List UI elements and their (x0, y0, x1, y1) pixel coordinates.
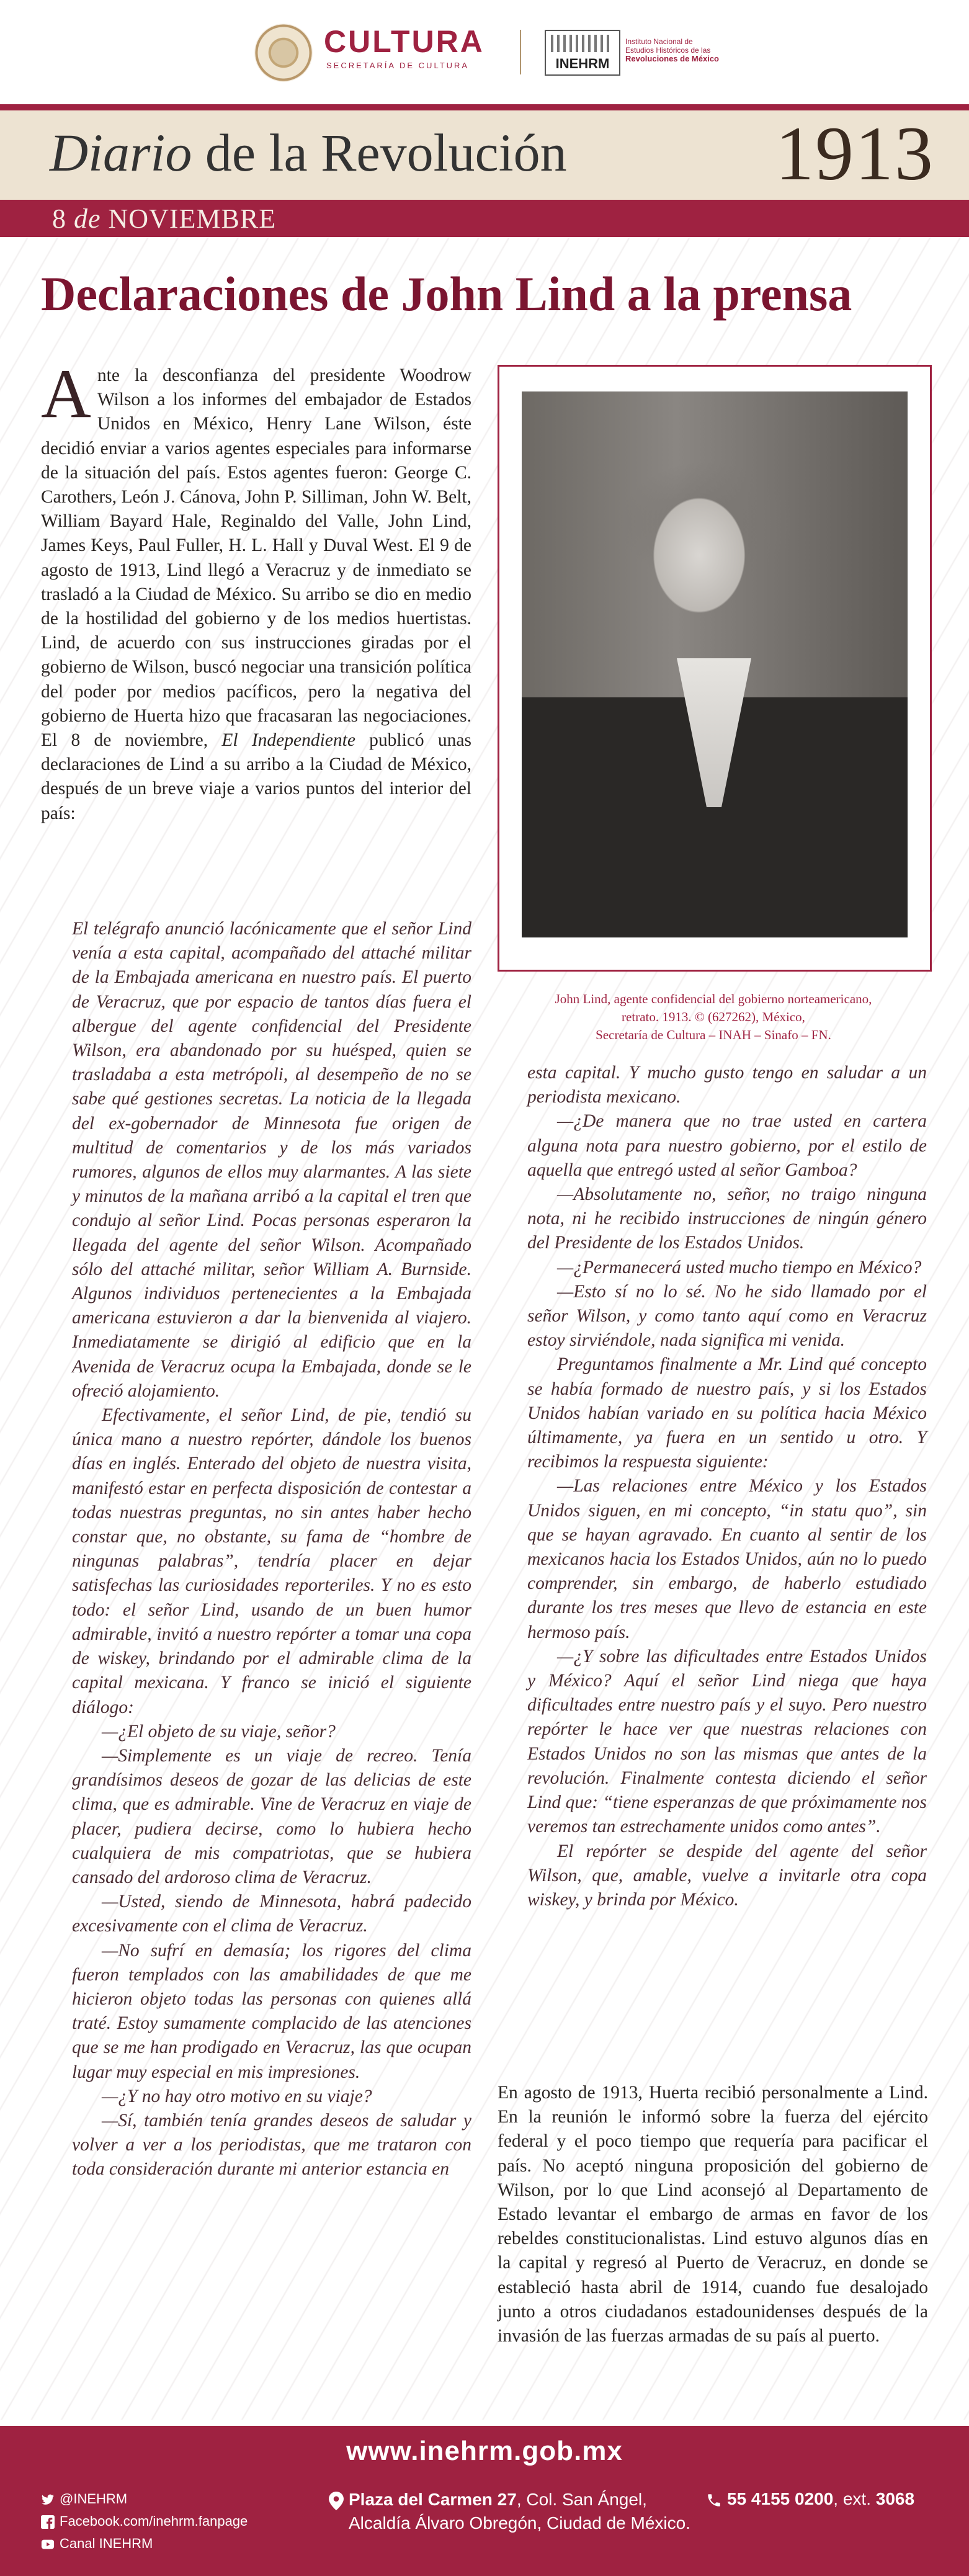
inehrm-wordmark: INEHRM (555, 56, 610, 71)
date-month: NOVIEMBRE (108, 203, 277, 234)
address-line-1 (329, 2488, 690, 2511)
closing-paragraph: En agosto de 1913, Huerta recibió personalmente a Lind. En la reunión le informó sobre la fuerza del ejército federal y el poco tiempo que requería para pacificar el país. No aceptó ninguna proposición del gobierno de Wilson, por lo que Lind aconsejó al Departamento de Estado levantar el embargo de armas en favor de los rebeldes constitucionalistas. Lind estuvo algunos días en la capital y regresó al Puerto de Veracruz, en donde se estableció hasta abril de 1914, cuando fue desalojado junto a otros ciudadanos estadounidenses después de la invasión de las fuerzas armadas de su país al puerto. (498, 2083, 928, 2346)
title-rest: de la Revolución (192, 123, 567, 182)
john-lind-portrait (522, 391, 908, 937)
phone-number: 55 4155 0200 (727, 2489, 834, 2508)
building-icon (551, 35, 613, 52)
youtube-channel: Canal INEHRM (60, 2536, 153, 2551)
quote-paragraph: —¿De manera que no trae usted en cartera alguna nota para nuestro gobierno, por el estilo de aquella que entregó usted al señor Gamboa? (527, 1111, 927, 1180)
intro-paragraph (41, 356, 471, 826)
youtube-icon (41, 2538, 55, 2551)
phone-ext-label: , ext. (833, 2489, 876, 2508)
quote-paragraph: Efectivamente, el señor Lind, de pie, tendió su única mano a nuestro repórter, dándole los buenos días en inglés. Enterado del objeto de nuestra visita, manifestó estar en perfecta disposición de contestar a todas nuestras preguntas, no sin antes haber hecho constar que, no obstante, su fama de “hombre de ningunas palabras”, tendría placer en dejar satisfechas las curiosidades reporteriles. Y no es esto todo: el señor Lind, usando de un buen humor admirable, invitó a nuestro repórter a tomar una copa de wiskey, brindando por el admirable clima de la capital mexicana. Y franco se inició el siguiente diálogo: (72, 1405, 471, 1717)
intro-text: nte la desconfianza del presidente Woodrow Wilson a los informes del embajador de Estados Unidos en México, Henry Lane Wilson, éste decidió enviar a varios agentes especiales para informarse de la situación del país. Estos agentes fueron: George C. Carothers, León J. Cánova, John P. Silliman, John W. Belt, William Bayard Hale, Reginaldo del Valle, John Lind, James Keys, Paul Fuller, H. L. Hall y Duval West. El 9 de agosto de 1913, Lind llegó a Veracruz y de inmediato se trasladó a la Ciudad de México. Su arribo se dio en medio de la hostilidad del gobierno y de los medios huertistas. Lind, de acuerdo con sus instrucciones giradas por el gobierno de Wilson, buscó negociar una transición política del poder por medios pacíficos, pero la negativa del gobierno de Huerta hizo que fracasaran las negociaciones. El 8 de noviembre, (41, 365, 471, 751)
year: 1913 (775, 111, 934, 196)
twitter-handle: @INEHRM (60, 2491, 128, 2507)
title-top-rule (0, 104, 969, 110)
address-line-2: Alcaldía Álvaro Obregón, Ciudad de México. (349, 2513, 690, 2533)
location-pin-icon (329, 2492, 344, 2510)
caption-line-1: John Lind, agente confidencial del gobierno norteamericano, (555, 991, 872, 1006)
mexico-seal-icon (254, 24, 313, 82)
photo-caption (496, 990, 931, 1044)
inehrm-tagline-3: Revoluciones de México (625, 54, 719, 63)
quote-paragraph: —Simplemente es un viaje de recreo. Tenía grandísimos deseos de gozar de las delicias de este clima, que es admirable. Vine de Veracruz en viaje de placer, pudiera decirse, como lo hubiera hecho cualquiera de mis compatriotas, que se hubiera cansado del ardoroso clima de Veracruz. (72, 1745, 471, 1887)
address-street: Plaza del Carmen 27 (349, 2490, 517, 2509)
caption-line-2: retrato. 1913. © (627262), México, (622, 1009, 805, 1024)
quote-paragraph: El telégrafo anunció lacónicamente que el señor Lind venía a esta capital, acompañado del attaché militar de la Embajada americana en nuestro país. El puerto de Veracruz, que por espacio de tantos días fuera el albergue del agente confidencial del Presidente Wilson, era abandonado por su huésped, quien se trasladaba a esta metrópoli, al desempeño de no se sabe qué gestiones secretas. La noticia de la llegada del ex-gobernador de Minnesota fue origen de multitud de comentarios y de los más variados rumores, algunos de ellos muy alarmantes. A las siete y minutos de la mañana arribó a la capital el tren que condujo al señor Lind. Pocas personas esperaron la llegada del agente del señor Wilson. Acompañado sólo del attaché militar, señor William A. Burnside. Algunos individuos pertenecientes a la Embajada americana estuvieron a dar la bienvenida al viajero. Inmediatamente se dirigió al edificio que en la Avenida de Veracruz ocupa la Embajada, donde se le ofreció alojamiento. (72, 919, 471, 1401)
quote-paragraph: —¿Permanecerá usted mucho tiempo en México? (557, 1257, 922, 1277)
publication-title (50, 122, 567, 184)
inehrm-tagline (625, 37, 756, 63)
quote-right-column (527, 1061, 927, 1912)
inehrm-logo (545, 30, 620, 76)
title-italic: Diario (50, 123, 192, 182)
quote-paragraph: El repórter se despide del agente del señor Wilson, que, amable, vuelve a invitarle otra copa wiskey, y brinda por México. (527, 1841, 927, 1910)
quote-paragraph: —Las relaciones entre México y los Estados Unidos siguen, en mi concepto, “in statu quo”, sin que se hayan agravado. En cuanto al sentir de los mexicanos hacia los Estados Unidos, aún no lo puedo comprender, sin embargo, de haberlo estudiado durante los tres meses que llevo de estancia en este hermoso país. (527, 1476, 927, 1642)
quote-paragraph: esta capital. Y mucho gusto tengo en saludar a un periodista mexicano. (527, 1063, 927, 1107)
photo-frame (498, 365, 932, 972)
quote-paragraph: —Esto sí no lo sé. No he sido llamado por el señor Wilson, y como tanto aquí como en Veracruz estoy sirviéndole, nada significa mi venida. (527, 1281, 927, 1351)
quote-paragraph: —¿Y sobre las dificultades entre Estados Unidos y México? Aquí el señor Lind niega que haya dificultades entre nuestro país y el suyo. Pero nuestro repórter le hace ver que nuestras relaciones con Estados Unidos no son las mismas que antes de la revolución. Finalmente contesta diciendo el señor Lind que: “tiene esperanzas de que próximamente nos veremos tan estrechamente unidos como antes”. (527, 1646, 927, 1837)
phone-icon (706, 2492, 722, 2508)
twitter-link[interactable] (41, 2488, 248, 2510)
caption-line-3: Secretaría de Cultura – INAH – Sinafo – FN. (596, 1027, 831, 1042)
twitter-icon (41, 2493, 55, 2507)
quote-paragraph: —¿El objeto de su viaje, señor? (102, 1721, 336, 1742)
cultura-subtitle: SECRETARÍA DE CULTURA (326, 61, 470, 70)
quote-paragraph: Preguntamos finalmente a Mr. Lind qué concepto se había formado de nuestro país, y si los Estados Unidos habían variado en su política hacia México últimamente, ya fuera en un sentido u otro. Y recibimos la respuesta siguiente: (527, 1354, 927, 1472)
quote-paragraph: —Absolutamente no, señor, no traigo ninguna nota, ni he recibido instrucciones de ningún género del Presidente de los Estados Unidos. (527, 1184, 927, 1253)
inehrm-tagline-2: Estudios Históricos de las (625, 46, 711, 55)
facebook-link[interactable] (41, 2510, 248, 2533)
date (52, 200, 276, 237)
phone-ext: 3068 (875, 2489, 915, 2508)
quote-paragraph: —Sí, también tenía grandes deseos de saludar y volver a ver a los periodistas, que me trataron con toda consideración durante mi anterior estancia en (72, 2110, 471, 2180)
phone (706, 2489, 914, 2509)
facebook-icon (41, 2515, 55, 2529)
newspaper-name: El Independiente (221, 730, 355, 751)
address-colonia: , Col. San Ángel, (516, 2490, 647, 2509)
cultura-logo: CULTURA (324, 24, 484, 59)
date-de: de (66, 203, 109, 234)
intro-text-2: publicó unas declaraciones de Lind a su arribo a la Ciudad de México, después de un breve viaje a varios puntos del interior del país: (41, 730, 471, 823)
date-day: 8 (52, 203, 66, 234)
address (329, 2488, 690, 2535)
headline: Declaraciones de John Lind a la prensa (41, 267, 852, 321)
inehrm-tagline-1: Instituto Nacional de (625, 37, 693, 46)
facebook-url: Facebook.com/inehrm.fanpage (60, 2513, 248, 2529)
logo-divider (520, 30, 521, 74)
quote-paragraph: —¿Y no hay otro motivo en su viaje? (102, 2086, 372, 2106)
quote-paragraph: —No sufrí en demasía; los rigores del clima fueron templados con las amabilidades de que me hicieron objeto todas las personas con quienes allá traté. Estoy sumamente complacido de las atenciones que se me han prodigado en Veracruz, las que ocupan lugar muy especial en mis impresiones. (72, 1940, 471, 2082)
drop-cap: A (41, 356, 91, 432)
quote-left-column (72, 917, 471, 2182)
quote-paragraph: —Usted, siendo de Minnesota, habrá padecido excesivamente con el clima de Veracruz. (72, 1892, 471, 1936)
logo-bar (0, 0, 969, 105)
portrait-shirt (677, 658, 751, 807)
youtube-link[interactable] (41, 2533, 248, 2555)
website-link[interactable]: www.inehrm.gob.mx (346, 2436, 623, 2466)
social-links (41, 2488, 248, 2555)
